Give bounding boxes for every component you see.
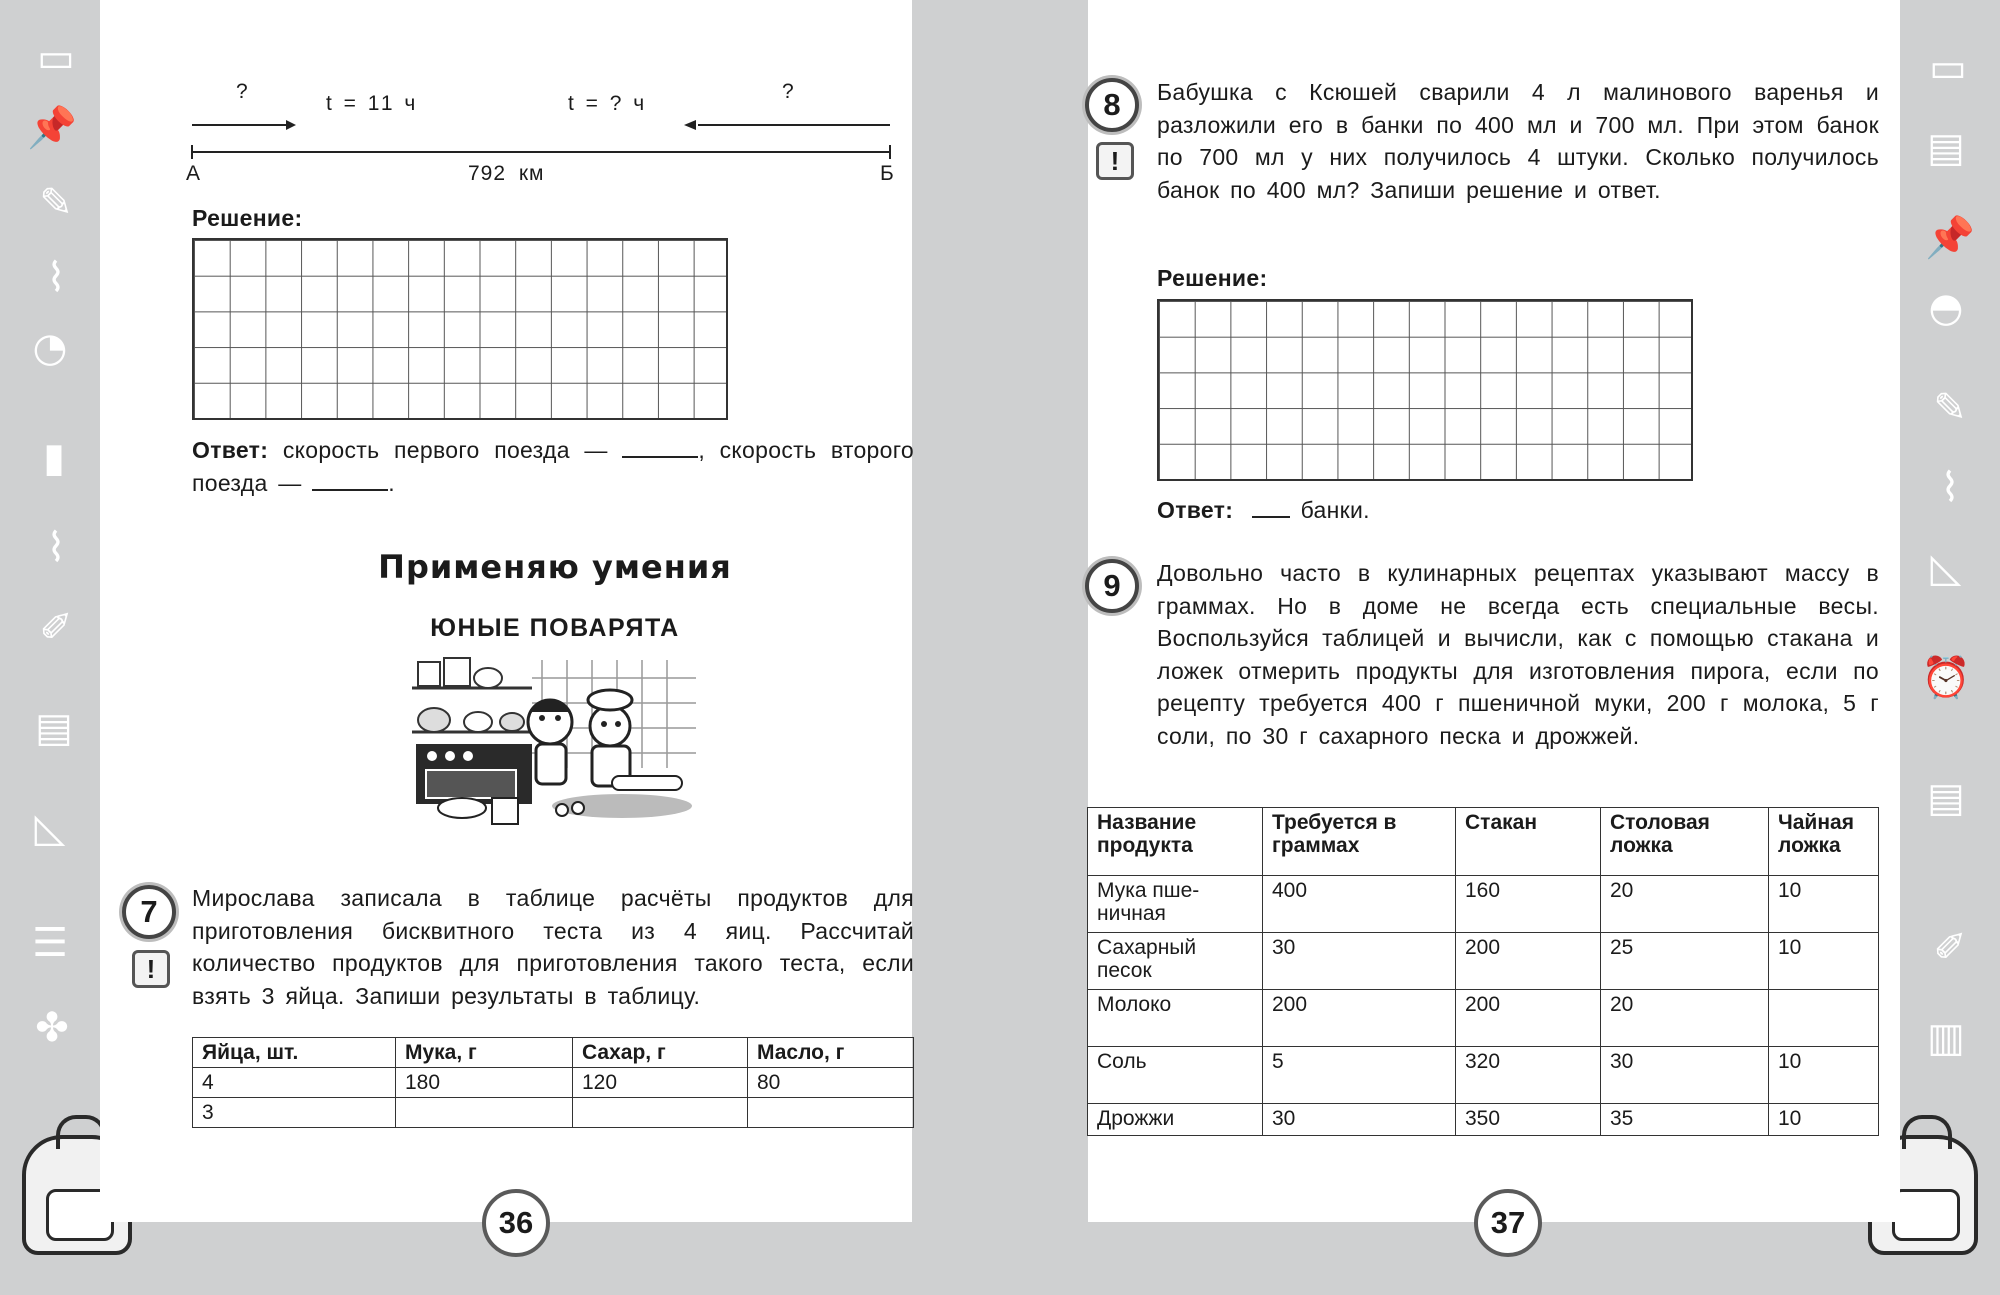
answer-suffix-right: банки. (1289, 497, 1370, 523)
table-row (1088, 933, 1879, 990)
point-a-label: А (186, 162, 201, 185)
task-7-header-butter: Масло, г (748, 1038, 914, 1068)
table-row (193, 1098, 914, 1128)
table-cell: 4 (193, 1068, 396, 1098)
table-cell: 120 (573, 1068, 748, 1098)
triangle-ruler-icon: ◺ (1930, 545, 1962, 591)
left-speed-question: ? (236, 80, 248, 103)
ruler-icon: ▮ (42, 435, 65, 481)
left-arrow-head (286, 120, 296, 130)
task-9-header-teaspoon: Чайная ложка (1769, 808, 1879, 876)
right-arrow-head (684, 120, 696, 130)
solution-grid-right[interactable] (1157, 299, 1693, 481)
task-7-butter-input-cell[interactable] (748, 1098, 914, 1128)
second-train-speed-blank[interactable] (312, 471, 388, 491)
table-row (1088, 876, 1879, 933)
table-cell: 10 (1769, 933, 1879, 990)
triangle-ruler-icon: ◺ (34, 805, 66, 851)
task-9-header-product: Название продукта (1088, 808, 1263, 876)
jars-count-blank[interactable] (1252, 498, 1290, 518)
table-cell: Мука пше-ничная (1088, 876, 1263, 933)
pushpin-icon: ✤ (35, 1005, 69, 1051)
answer-text-1: скорость первого поезда — (268, 437, 623, 463)
page-number-right: 37 (1474, 1189, 1542, 1257)
table-cell: Молоко (1088, 990, 1263, 1047)
kitchen-illustration (412, 648, 696, 828)
protractor-icon: ◔ (32, 325, 68, 371)
pencil-icon: ✎ (1933, 385, 1967, 431)
table-cell: 200 (1456, 933, 1601, 990)
notepad-icon: ▤ (1927, 775, 1965, 821)
table-cell: 200 (1456, 990, 1601, 1047)
table-row (193, 1068, 914, 1098)
solution-label-left: Решение: (192, 205, 303, 231)
right-time-label: t = ? ч (568, 92, 648, 115)
answer-left (192, 434, 914, 499)
table-cell: Дрожжи (1088, 1104, 1263, 1136)
task-9-header-required: Требуется в граммах (1263, 808, 1456, 876)
answer-text-3: . (388, 469, 395, 496)
table-cell: 350 (1456, 1104, 1601, 1136)
table-cell: 160 (1456, 876, 1601, 933)
books-icon: ☰ (32, 920, 68, 966)
distance-label: 792 км (468, 162, 545, 185)
task-7-warning-icon: ! (132, 950, 170, 988)
table-cell: 10 (1769, 876, 1879, 933)
task-9-header-glass: Стакан (1456, 808, 1601, 876)
table-cell: Соль (1088, 1047, 1263, 1104)
task-7-header-row (193, 1038, 914, 1068)
solution-label-right: Решение: (1157, 265, 1268, 291)
task-7-number: 7 (122, 885, 176, 939)
table-cell: 80 (748, 1068, 914, 1098)
table-cell (1769, 990, 1879, 1047)
answer-label-right: Ответ: (1157, 497, 1234, 523)
task-9-header-tablespoon: Столовая ложка (1601, 808, 1769, 876)
pushpin-icon: 📌 (27, 105, 77, 151)
table-cell: 5 (1263, 1047, 1456, 1104)
table-cell: 10 (1769, 1104, 1879, 1136)
pencil-icon: ✎ (39, 180, 73, 226)
eraser-icon: ▭ (1929, 45, 1967, 91)
table-cell: 20 (1601, 990, 1769, 1047)
table-cell: 200 (1263, 990, 1456, 1047)
table-row (1088, 1104, 1879, 1136)
task-9-text: Довольно часто в кулинарных рецептах указывают массу в граммах. Но в доме не всегда есть специальные весы. Воспользуйся таблицей и вычисли, как с помощью стакана и ложек отмерить продукты для изготовления пирога, если по рецепту требуется 400 г пшеничной муки, 200 г молока, 5 г соли, по 30 г сахарного песка и дрожжей. (1157, 560, 1879, 749)
point-b-label: Б (880, 162, 894, 185)
paperclip-icon: ⌇ (46, 525, 66, 571)
table-cell: 180 (396, 1068, 573, 1098)
task-8-text: Бабушка с Ксюшей сварили 4 л малинового варенья и разложили его в банки по 400 мл и 700 мл. При этом банок по 700 мл у них получилось 4 штуки. Сколько получилось банок по 400 мл? Запиши решение и ответ. (1157, 79, 1879, 203)
task-7-flour-input-cell[interactable] (396, 1098, 573, 1128)
answer-right (1157, 494, 1370, 527)
protractor-icon: ◓ (1928, 285, 1964, 331)
alarm-clock-icon: ⏰ (1921, 655, 1971, 701)
table-cell: 30 (1263, 933, 1456, 990)
paperclip-icon: ⌇ (1940, 465, 1960, 511)
notepad-icon: ▤ (35, 705, 73, 751)
pencil-icon: ✐ (39, 605, 73, 651)
task-9-number: 9 (1085, 559, 1139, 613)
table-cell: 400 (1263, 876, 1456, 933)
table-cell: 30 (1601, 1047, 1769, 1104)
notepad-icon: ▥ (1927, 1015, 1965, 1061)
task-8-number: 8 (1085, 78, 1139, 132)
table-cell: 35 (1601, 1104, 1769, 1136)
task-7-table (192, 1037, 914, 1128)
pushpin-icon: 📌 (1925, 215, 1975, 261)
pencil-icon: ✐ (1933, 925, 1967, 971)
task-9-table (1087, 807, 1879, 1136)
eraser-icon: ▭ (37, 35, 75, 81)
page-number-left: 36 (482, 1189, 550, 1257)
task-7-header-flour: Мука, г (396, 1038, 573, 1068)
task-7-sugar-input-cell[interactable] (573, 1098, 748, 1128)
table-row (1088, 1047, 1879, 1104)
task-8-warning-icon: ! (1096, 142, 1134, 180)
notepad-icon: ▤ (1927, 125, 1965, 171)
table-cell: 20 (1601, 876, 1769, 933)
answer-text-2: , скорость второго поезда — (192, 437, 914, 496)
left-time-label: t = 11 ч (326, 92, 419, 115)
table-cell: 10 (1769, 1047, 1879, 1104)
subsection-title: ЮНЫЕ ПОВАРЯТА (430, 614, 680, 642)
table-row (1088, 990, 1879, 1047)
task-7-header-eggs: Яйца, шт. (193, 1038, 396, 1068)
table-cell: 25 (1601, 933, 1769, 990)
diagram-lines (190, 112, 900, 162)
answer-label-left: Ответ: (192, 437, 269, 463)
right-speed-question: ? (782, 80, 794, 103)
table-cell: 30 (1263, 1104, 1456, 1136)
solution-grid-left[interactable] (192, 238, 728, 420)
table-cell: 320 (1456, 1047, 1601, 1104)
first-train-speed-blank[interactable] (622, 438, 698, 458)
task-7-header-sugar: Сахар, г (573, 1038, 748, 1068)
table-cell: Сахарный песок (1088, 933, 1263, 990)
task-7-text: Мирослава записала в таблице расчёты продуктов для приготовления бисквитного теста из 4 яиц. Рассчитай количество продуктов для приготовления такого теста, если взять 3 яйца. Запиши результаты в таблицу. (192, 885, 914, 1009)
paperclip-icon: ⌇ (46, 255, 66, 301)
section-title: Применяю умения (378, 548, 732, 586)
task-9-header-row (1088, 808, 1879, 876)
table-cell: 3 (193, 1098, 396, 1128)
